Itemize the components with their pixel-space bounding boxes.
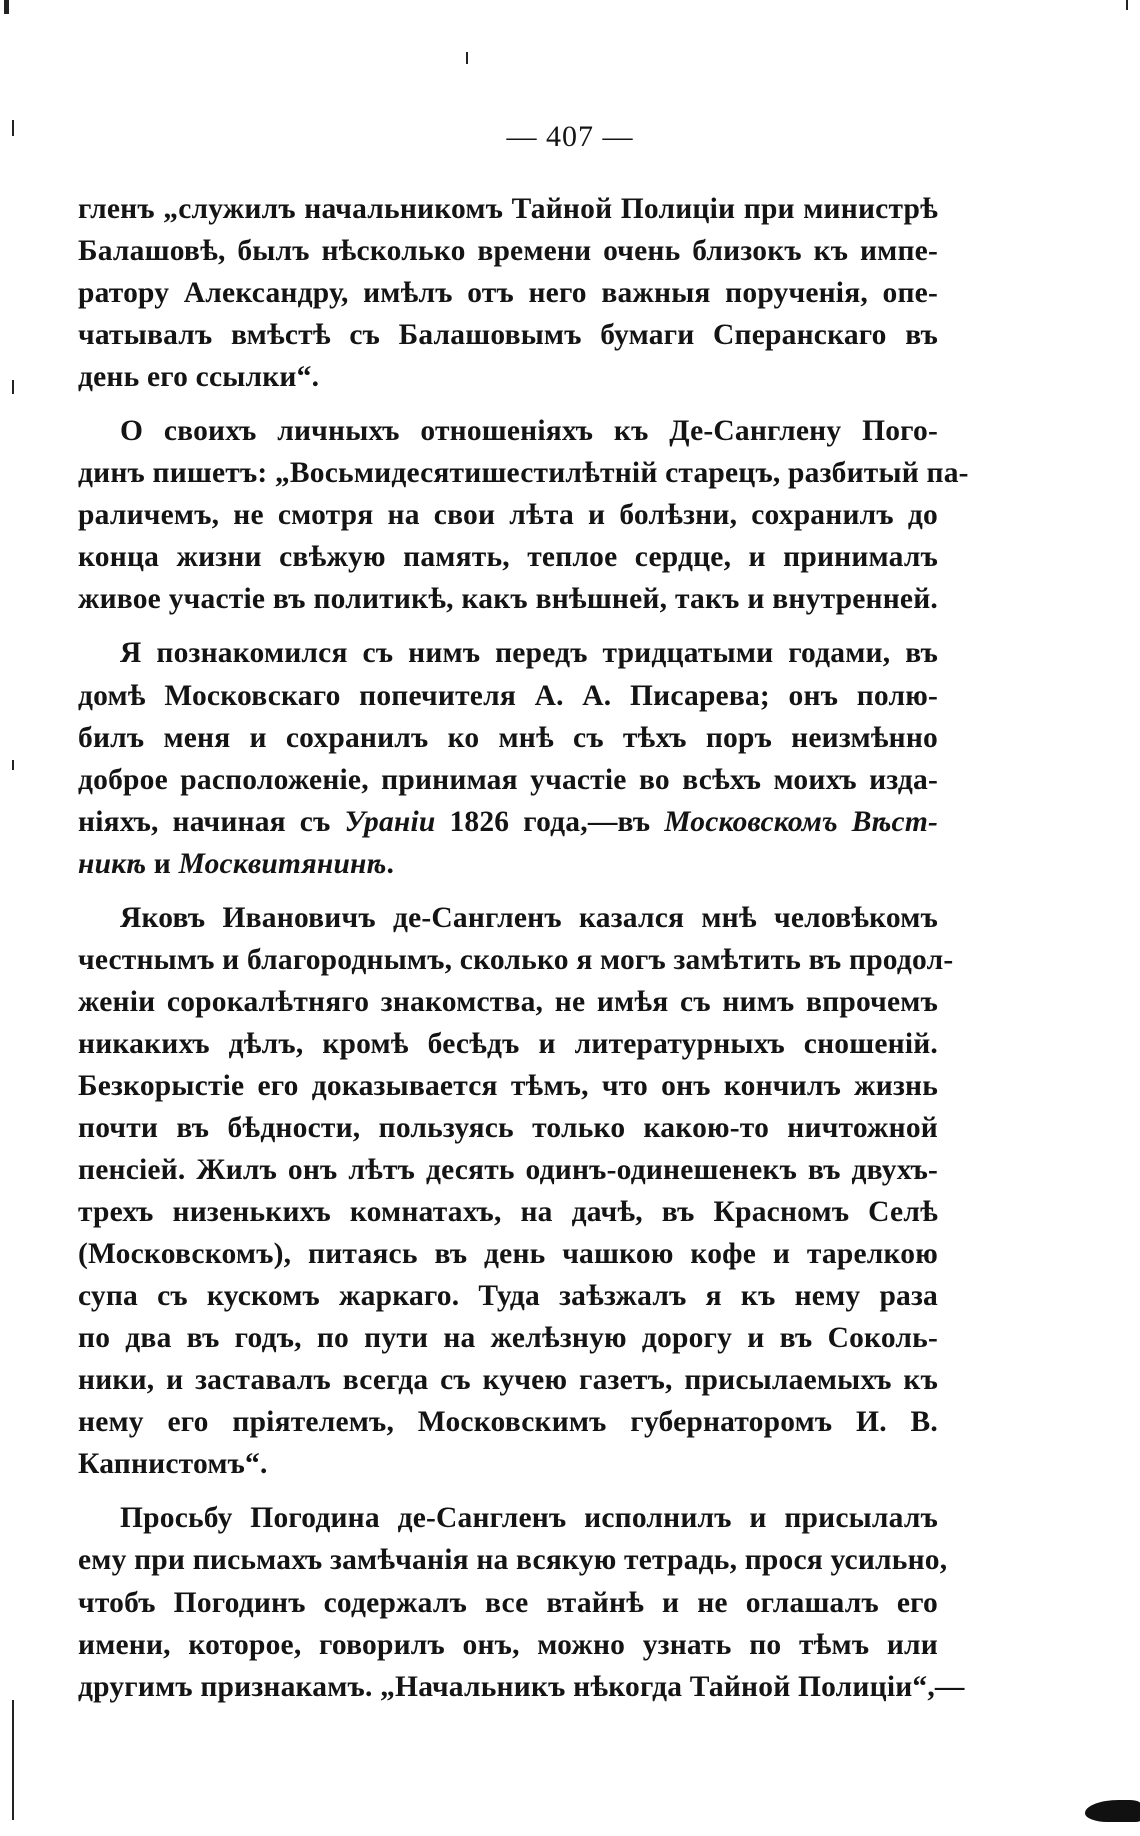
title-moskvityanin: Москвитянинѣ bbox=[178, 847, 387, 880]
paragraph-5 bbox=[78, 1497, 965, 1707]
text-line: раличемъ, не смотря на свои лѣта и болѣзни, сохранилъ до bbox=[78, 499, 938, 532]
text-run: и bbox=[146, 847, 179, 880]
text-line: ратору Александру, имѣлъ отъ него важныя порученія, опе- bbox=[78, 277, 938, 310]
page-number: — 407 — bbox=[506, 120, 634, 153]
scan-artifact-left-edge-3 bbox=[12, 760, 14, 770]
text-line: Балашовѣ, былъ нѣсколько времени очень близокъ къ импе- bbox=[78, 235, 938, 268]
text-line: никакихъ дѣлъ, кромѣ бесѣдъ и литературныхъ сношеній. bbox=[78, 1027, 938, 1060]
text-line: супа съ кускомъ жаркаго. Туда заѣзжалъ я къ нему раза bbox=[78, 1280, 938, 1313]
paragraph-1 bbox=[78, 188, 938, 398]
text-line: живое участіе въ политикѣ, какъ внѣшней, такъ и внутренней. bbox=[78, 583, 938, 616]
text-line: гленъ „служилъ начальникомъ Тайной Полиціи при министрѣ bbox=[78, 193, 938, 225]
paragraph-4 bbox=[78, 897, 954, 1486]
scan-artifact-top-mark bbox=[466, 52, 468, 64]
text-line: (Московскомъ), питаясь въ день чашкою кофе и тарелкою bbox=[78, 1238, 938, 1271]
text-line: Просьбу Погодина де-Сангленъ исполнилъ и присылалъ bbox=[120, 1502, 938, 1535]
text-line: трехъ низенькихъ комнатахъ, на дачѣ, въ Красномъ Селѣ bbox=[78, 1196, 938, 1229]
text-line: доброе расположеніе, принимая участіе во всѣхъ моихъ изда- bbox=[78, 763, 938, 796]
text-line: Я познакомился съ нимъ передъ тридцатыми годами, въ bbox=[120, 637, 938, 670]
text-line: женіи сорокалѣтняго знакомства, не имѣя съ нимъ впрочемъ bbox=[78, 985, 938, 1018]
title-moskovsky-vestnik: Московскомъ Вѣст- bbox=[664, 805, 938, 838]
text-line: конца жизни свѣжую память, теплое сердце, и принималъ bbox=[78, 541, 938, 574]
text-line: честнымъ и благороднымъ, сколько я могъ замѣтить въ продол- bbox=[78, 943, 954, 976]
text-line: ники, и заставалъ всегда съ кучею газетъ, присылаемыхъ къ bbox=[78, 1364, 938, 1397]
text-line: О своихъ личныхъ отношеніяхъ къ Де-Сангленy Пого- bbox=[120, 415, 938, 448]
scan-artifact-ink-blot bbox=[1085, 1800, 1140, 1822]
scan-artifact-left-edge-4 bbox=[12, 1700, 14, 1820]
text-line: по два въ годъ, по пути на желѣзную дорогу и въ Соколь- bbox=[78, 1322, 938, 1355]
scan-artifact-left-edge-2 bbox=[12, 380, 14, 394]
text-line: имени, которое, говорилъ онъ, можно узнать по тѣмъ или bbox=[78, 1628, 938, 1661]
text-line: нему его пріятелемъ, Московскимъ губернаторомъ И. В. bbox=[78, 1406, 938, 1439]
text-line: Яковъ Ивановичъ де-Сангленъ казался мнѣ человѣкомъ bbox=[120, 901, 938, 934]
text-line: ему при письмахъ замѣчанія на всякую тетрадь, прося усильно, bbox=[78, 1544, 948, 1577]
title-urania: Ураніи bbox=[344, 805, 436, 838]
title-moskovsky-vestnik-end: никѣ bbox=[78, 847, 147, 880]
text-line: домѣ Московскаго попечителя А. А. Писарева; онъ полю- bbox=[78, 679, 938, 712]
text-run: ніяхъ, начиная съ bbox=[78, 805, 345, 838]
text-line: чатывалъ вмѣстѣ съ Балашовымъ бумаги Сперанскаго въ bbox=[78, 319, 938, 352]
text-line-with-titles bbox=[78, 843, 938, 885]
body-text bbox=[78, 188, 969, 1708]
text-line: чтобъ Погодинъ содержалъ все втайнѣ и не оглашалъ его bbox=[78, 1586, 938, 1619]
text-line: другимъ признакамъ. „Начальникъ нѣкогда Тайной Полиціи“,— bbox=[78, 1670, 965, 1703]
scan-artifact-top-right bbox=[1126, 0, 1128, 10]
text-run: 1826 года,—въ bbox=[435, 805, 665, 838]
text-line: динъ пишетъ: „Восьмидесятишестилѣтній старецъ, разбитый па- bbox=[78, 457, 969, 490]
scan-artifact-top-left bbox=[4, 0, 9, 14]
text-line: день его ссылки“. bbox=[78, 361, 320, 394]
text-line: пенсіей. Жилъ онъ лѣтъ десять одинъ-одинешенекъ въ двухъ- bbox=[78, 1154, 938, 1187]
text-line: билъ меня и сохранилъ ко мнѣ съ тѣхъ поръ неизмѣнно bbox=[78, 721, 938, 754]
text-line: почти въ бѣдности, пользуясь только какою-то ничтожной bbox=[78, 1111, 938, 1144]
text-run: . bbox=[386, 847, 395, 880]
text-line: Капнистомъ“. bbox=[78, 1448, 268, 1481]
paragraph-3 bbox=[78, 632, 938, 884]
text-line-with-titles bbox=[78, 801, 938, 843]
text-line: Безкорыстіе его доказывается тѣмъ, что онъ кончилъ жизнь bbox=[78, 1069, 938, 1102]
paragraph-2 bbox=[78, 410, 969, 620]
